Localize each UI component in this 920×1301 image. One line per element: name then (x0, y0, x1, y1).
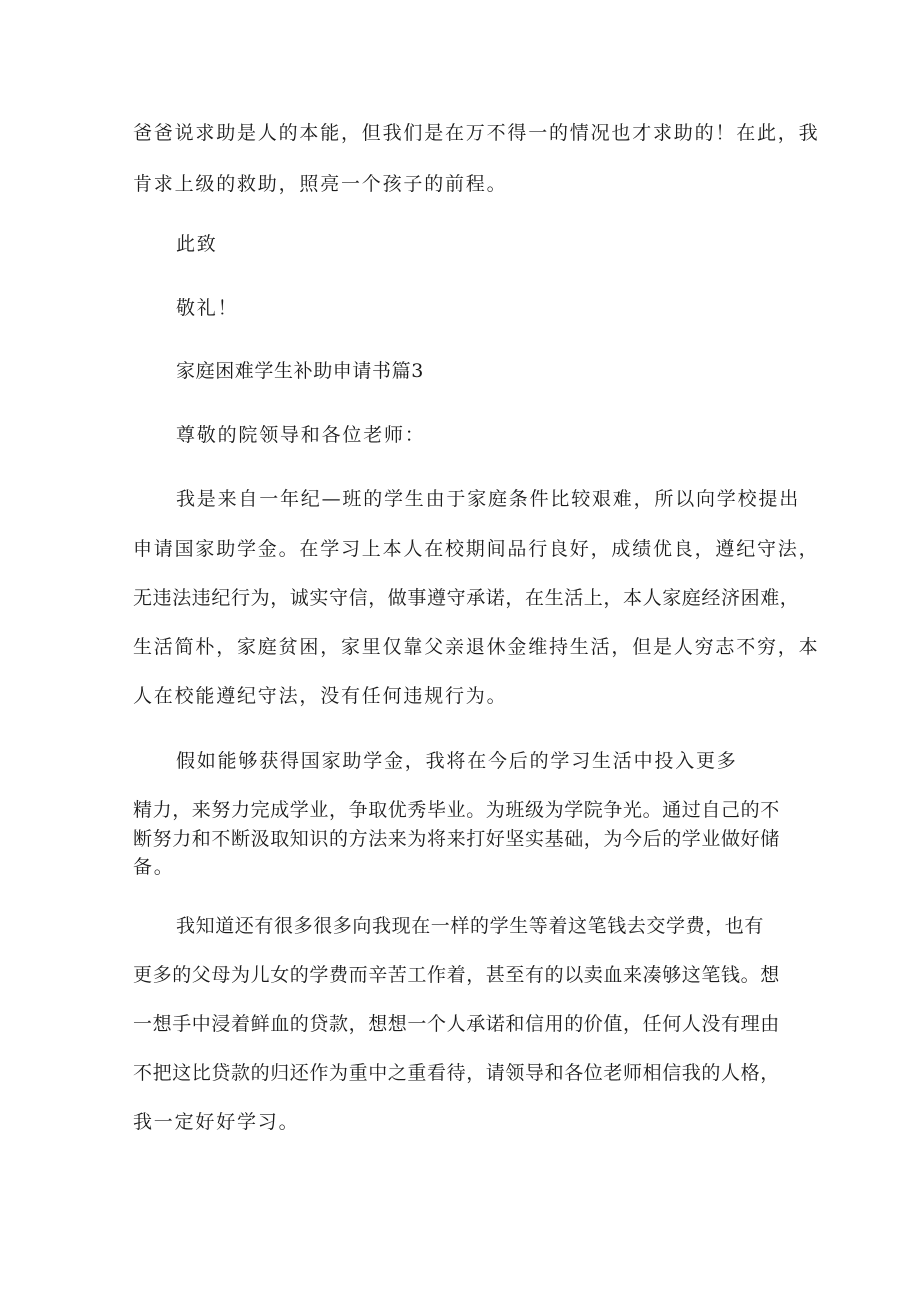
paragraph-2-line-4: 生活简朴，家庭贫困，家里仅靠父亲退休金维持生活，但是人穷志不穷，本 (133, 636, 820, 658)
section-title: 家庭困难学生补助申请书篇3 (176, 360, 424, 382)
closing-line-2: 敬礼！ (176, 297, 239, 319)
salutation: 尊敬的院领导和各位老师： (176, 424, 426, 446)
paragraph-2-line-5: 人在校能遵纪守法，没有任何违规行为。 (133, 685, 508, 707)
paragraph-4-line-3: 一想手中浸着鲜血的贷款，想想一个人承诺和信用的价值，任何人没有理由 (133, 1013, 780, 1035)
closing-line-1: 此致 (176, 233, 218, 255)
paragraph-3-line-2: 精力，来努力完成学业，争取优秀毕业。为班级为学院争光。通过自己的不 (133, 799, 780, 821)
paragraph-3-line-3: 断努力和不断汲取知识的方法来为将来打好坚实基础，为今后的学业做好储 (133, 828, 780, 850)
paragraph-4-line-5: 我一定好好学习。 (133, 1111, 300, 1133)
paragraph-1-line-2: 肯求上级的救助，照亮一个孩子的前程。 (133, 173, 508, 195)
paragraph-2-line-3: 无违法违纪行为，诚实守信，做事遵守承诺，在生活上，本人家庭经济困难， (133, 587, 800, 609)
paragraph-4-line-4: 不把这比贷款的归还作为重中之重看待，请领导和各位老师相信我的人格， (133, 1062, 780, 1084)
paragraph-3-line-4: 备。 (133, 856, 175, 878)
paragraph-2-line-2: 申请国家助学金。在学习上本人在校期间品行良好，成绩优良，遵纪守法， (133, 538, 820, 560)
paragraph-4-line-2: 更多的父母为儿女的学费而辛苦工作着，甚至有的以卖血来凑够这笔钱。想 (133, 964, 780, 986)
paragraph-2-line-1: 我是来自一年纪—班的学生由于家庭条件比较艰难，所以向学校提出 (176, 488, 801, 510)
paragraph-1-line-1: 爸爸说求助是人的本能，但我们是在万不得一的情况也才求助的！在此，我 (133, 122, 820, 144)
paragraph-3-line-1: 假如能够获得国家助学金，我将在今后的学习生活中投入更多 (176, 750, 738, 772)
paragraph-4-line-1: 我知道还有很多很多向我现在一样的学生等着这笔钱去交学费，也有 (176, 915, 765, 937)
